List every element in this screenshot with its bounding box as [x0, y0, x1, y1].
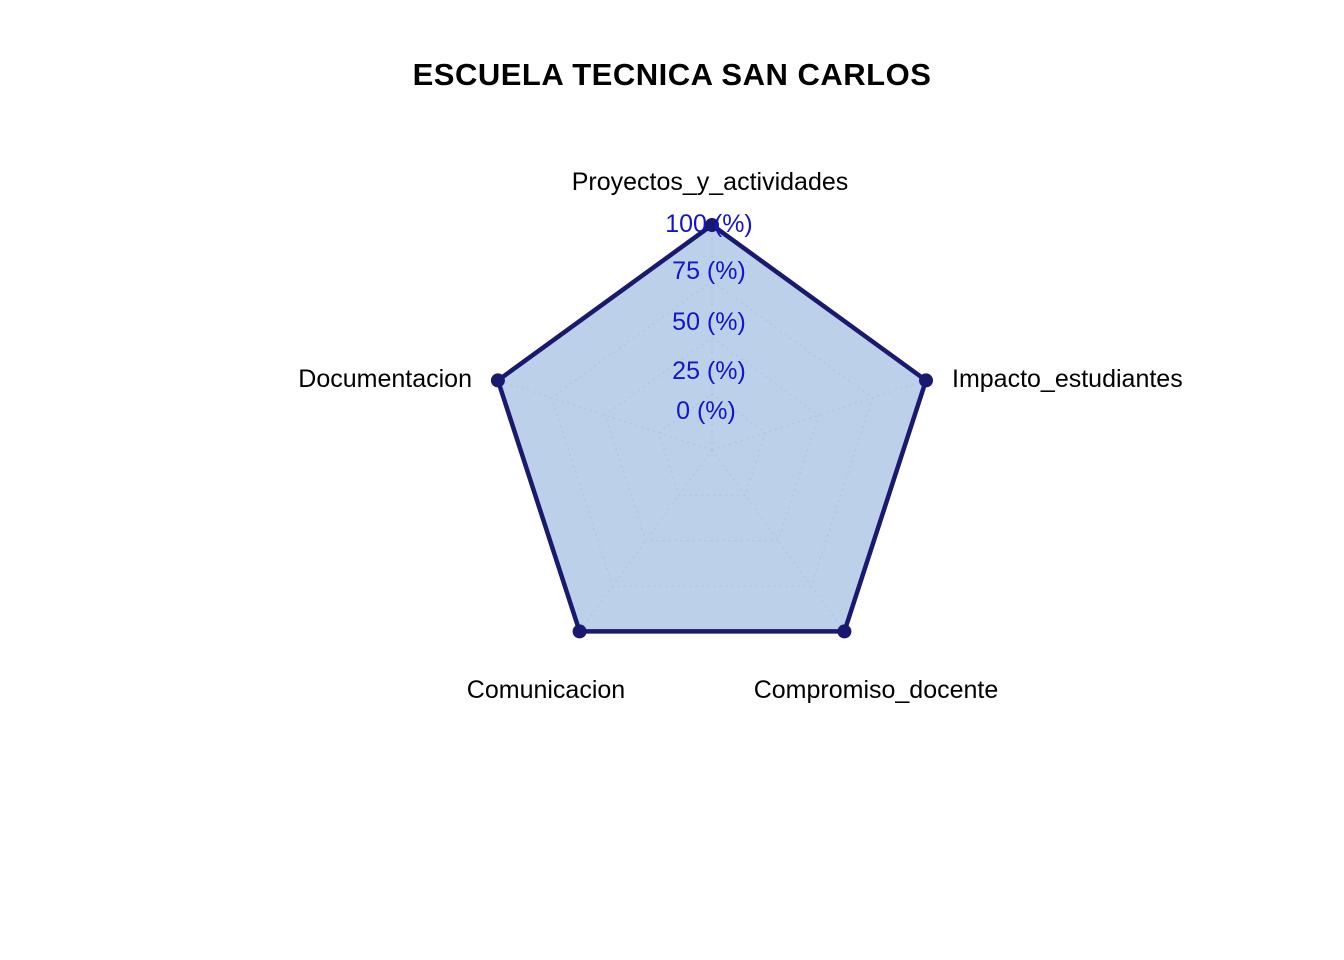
axis-label-comunicacion: Comunicacion	[466, 676, 626, 704]
series-area-escuela-tecnica-san-carlos	[498, 225, 926, 631]
ring-label-0: 0 (%)	[676, 397, 736, 425]
axis-label-impacto-estudiantes: Impacto_estudiantes	[952, 365, 1183, 393]
ring-label-25: 25 (%)	[672, 357, 746, 385]
ring-label-50: 50 (%)	[672, 308, 746, 336]
axis-label-proyectos-y-actividades: Proyectos_y_actividades	[571, 168, 849, 196]
ring-label-75: 75 (%)	[672, 257, 746, 285]
axis-label-documentacion: Documentacion	[298, 365, 472, 393]
axis-label-compromiso-docente: Compromiso_docente	[753, 676, 999, 704]
ring-label-100: 100 (%)	[665, 210, 753, 238]
chart-title: ESCUELA TECNICA SAN CARLOS	[412, 57, 932, 92]
